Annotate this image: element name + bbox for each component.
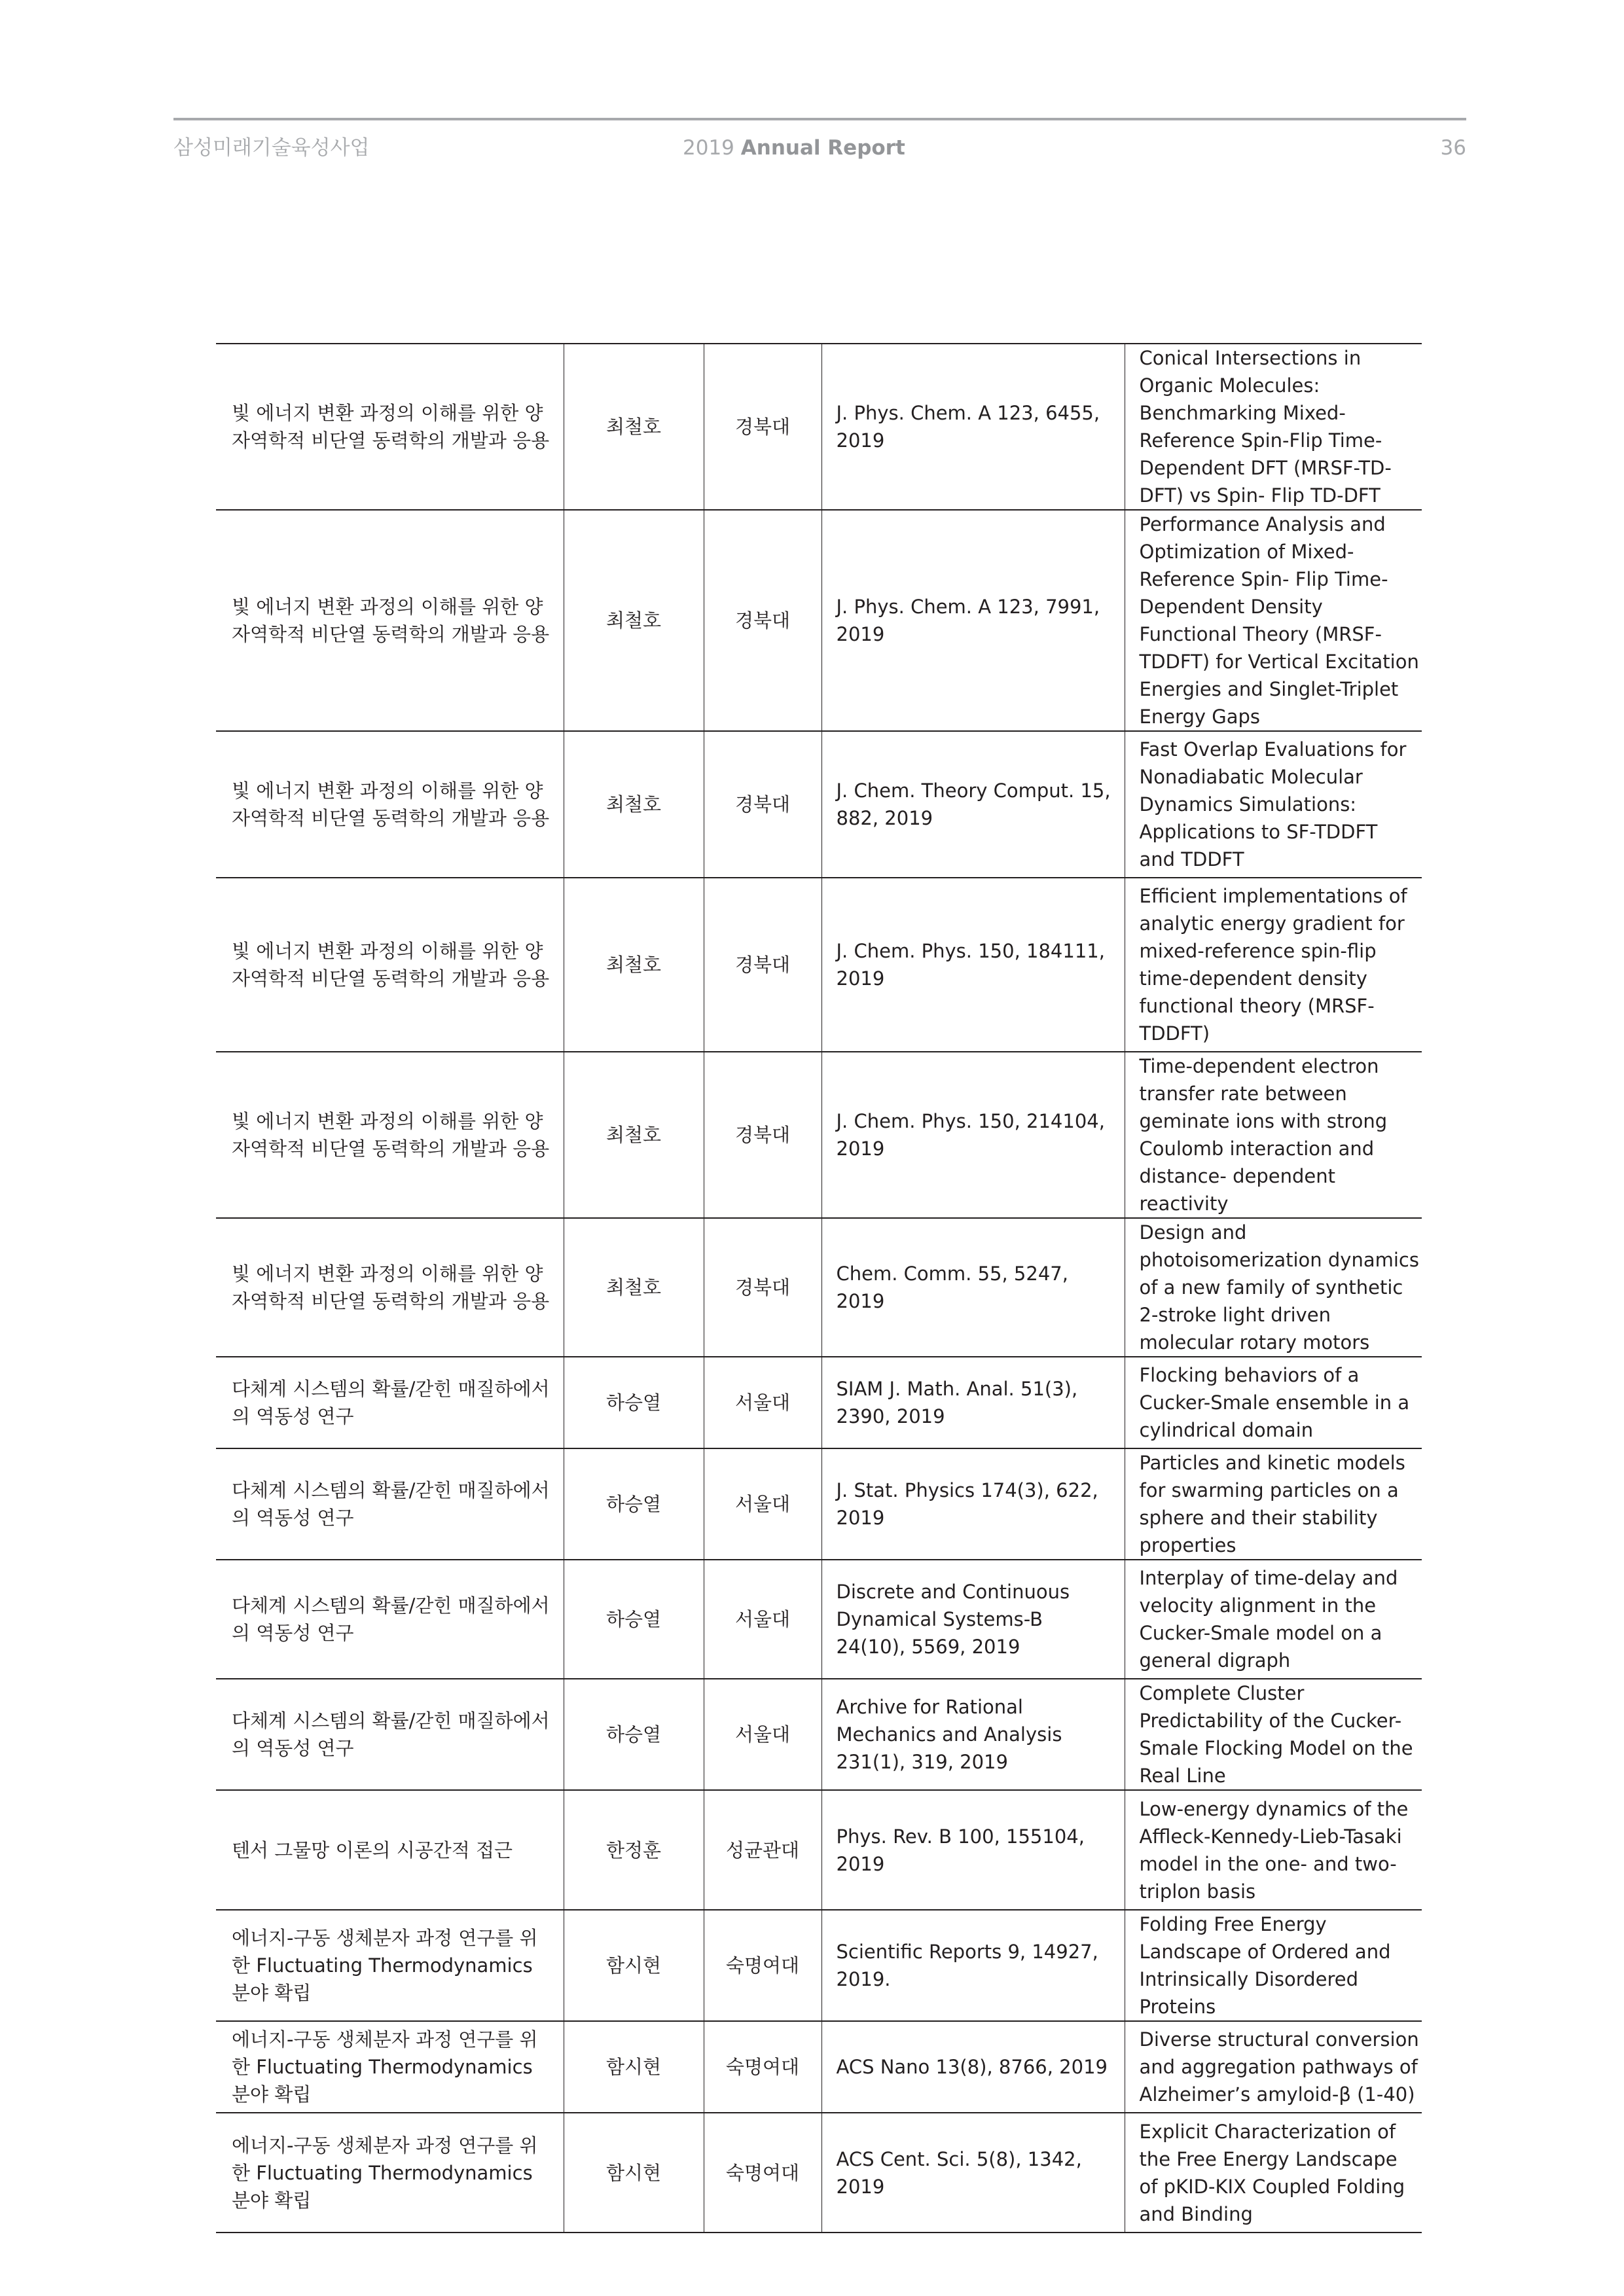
project-cell: 빛 에너지 변환 과정의 이해를 위한 양자역학적 비단열 동력학의 개발과 응용	[216, 731, 564, 878]
paper-title-cell: Complete Cluster Predictability of the Cucker-Smale Flocking Model on the Real Line	[1125, 1679, 1422, 1790]
paper-title-cell: Interplay of time-delay and velocity alignment in the Cucker-Smale model on a general digraph	[1125, 1560, 1422, 1679]
table-row	[216, 344, 1422, 510]
researcher-cell: 함시현	[564, 2113, 704, 2233]
header-report-title	[683, 135, 905, 161]
table-row	[216, 731, 1422, 878]
table-row	[216, 1448, 1422, 1560]
institution-cell: 경북대	[704, 1052, 821, 1218]
researcher-cell: 최철호	[564, 1218, 704, 1357]
researcher-cell: 최철호	[564, 731, 704, 878]
paper-title-cell: Particles and kinetic models for swarming particles on a sphere and their stability properties	[1125, 1448, 1422, 1560]
table-row	[216, 1218, 1422, 1357]
institution-cell: 성균관대	[704, 1790, 821, 1910]
researcher-cell: 하승열	[564, 1357, 704, 1448]
institution-cell: 경북대	[704, 731, 821, 878]
header-rule	[173, 118, 1466, 120]
table-row	[216, 1357, 1422, 1448]
project-cell: 빛 에너지 변환 과정의 이해를 위한 양자역학적 비단열 동력학의 개발과 응용	[216, 878, 564, 1052]
researcher-cell: 함시현	[564, 2021, 704, 2113]
researcher-cell: 최철호	[564, 1052, 704, 1218]
journal-cell: Chem. Comm. 55, 5247, 2019	[821, 1218, 1125, 1357]
project-cell: 텐서 그물망 이론의 시공간적 접근	[216, 1790, 564, 1910]
institution-cell: 경북대	[704, 878, 821, 1052]
paper-title-cell: Flocking behaviors of a Cucker-Smale ensemble in a cylindrical domain	[1125, 1357, 1422, 1448]
table-row	[216, 1560, 1422, 1679]
table-row	[216, 2021, 1422, 2113]
project-cell: 빛 에너지 변환 과정의 이해를 위한 양자역학적 비단열 동력학의 개발과 응용	[216, 510, 564, 731]
project-cell: 다체계 시스템의 확률/갇힌 매질하에서의 역동성 연구	[216, 1357, 564, 1448]
institution-cell: 경북대	[704, 344, 821, 510]
table-row	[216, 1790, 1422, 1910]
institution-cell: 서울대	[704, 1679, 821, 1790]
project-cell: 에너지-구동 생체분자 과정 연구를 위한 Fluctuating Thermodynamics 분야 확립	[216, 1910, 564, 2021]
journal-cell: ACS Cent. Sci. 5(8), 1342, 2019	[821, 2113, 1125, 2233]
project-cell: 에너지-구동 생체분자 과정 연구를 위한 Fluctuating Thermodynamics 분야 확립	[216, 2113, 564, 2233]
journal-cell: SIAM J. Math. Anal. 51(3), 2390, 2019	[821, 1357, 1125, 1448]
paper-title-cell: Folding Free Energy Landscape of Ordered and Intrinsically Disordered Proteins	[1125, 1910, 1422, 2021]
publications-table	[216, 343, 1422, 2233]
paper-title-cell: Conical Intersections in Organic Molecules: Benchmarking Mixed- Reference Spin-Flip Time-Dependent DFT (MRSF-TD-DFT) vs Spin- Flip TD-DFT	[1125, 344, 1422, 510]
table-row	[216, 1910, 1422, 2021]
paper-title-cell: Design and photoisomerization dynamics of a new family of synthetic 2-stroke light driven molecular rotary motors	[1125, 1218, 1422, 1357]
journal-cell: Scientific Reports 9, 14927, 2019.	[821, 1910, 1125, 2021]
paper-title-cell: Performance Analysis and Optimization of Mixed-Reference Spin- Flip Time-Dependent Density Functional Theory (MRSF-TDDFT) for Vertical Excitation Energies and Singlet-Triplet Energy Gaps	[1125, 510, 1422, 731]
researcher-cell: 함시현	[564, 1910, 704, 2021]
project-cell: 다체계 시스템의 확률/갇힌 매질하에서의 역동성 연구	[216, 1560, 564, 1679]
researcher-cell: 한정훈	[564, 1790, 704, 1910]
table-row	[216, 1052, 1422, 1218]
researcher-cell: 하승열	[564, 1448, 704, 1560]
page-number: 36	[1440, 136, 1466, 160]
project-cell: 빛 에너지 변환 과정의 이해를 위한 양자역학적 비단열 동력학의 개발과 응용	[216, 1218, 564, 1357]
table-row	[216, 510, 1422, 731]
project-cell: 빛 에너지 변환 과정의 이해를 위한 양자역학적 비단열 동력학의 개발과 응용	[216, 344, 564, 510]
institution-cell: 서울대	[704, 1357, 821, 1448]
journal-cell: Phys. Rev. B 100, 155104, 2019	[821, 1790, 1125, 1910]
project-cell: 에너지-구동 생체분자 과정 연구를 위한 Fluctuating Thermodynamics 분야 확립	[216, 2021, 564, 2113]
paper-title-cell: Explicit Characterization of the Free Energy Landscape of pKID-KIX Coupled Folding and Binding	[1125, 2113, 1422, 2233]
institution-cell: 숙명여대	[704, 1910, 821, 2021]
researcher-cell: 하승열	[564, 1560, 704, 1679]
project-cell: 다체계 시스템의 확률/갇힌 매질하에서의 역동성 연구	[216, 1679, 564, 1790]
institution-cell: 숙명여대	[704, 2113, 821, 2233]
researcher-cell: 최철호	[564, 510, 704, 731]
journal-cell: J. Phys. Chem. A 123, 6455, 2019	[821, 344, 1125, 510]
paper-title-cell: Low-energy dynamics of the Affleck-Kennedy-Lieb-Tasaki model in the one- and two-triplon basis	[1125, 1790, 1422, 1910]
researcher-cell: 하승열	[564, 1679, 704, 1790]
paper-title-cell: Efficient implementations of analytic energy gradient for mixed-reference spin-flip time-dependent density functional theory (MRSF-TDDFT)	[1125, 878, 1422, 1052]
project-cell: 빛 에너지 변환 과정의 이해를 위한 양자역학적 비단열 동력학의 개발과 응용	[216, 1052, 564, 1218]
paper-title-cell: Time-dependent electron transfer rate between geminate ions with strong Coulomb interaction and distance- dependent reactivity	[1125, 1052, 1422, 1218]
journal-cell: Archive for Rational Mechanics and Analysis 231(1), 319, 2019	[821, 1679, 1125, 1790]
table-row	[216, 878, 1422, 1052]
header-report-label: Annual Report	[740, 136, 905, 160]
researcher-cell: 최철호	[564, 878, 704, 1052]
journal-cell: J. Phys. Chem. A 123, 7991, 2019	[821, 510, 1125, 731]
journal-cell: Discrete and Continuous Dynamical Systems-B 24(10), 5569, 2019	[821, 1560, 1125, 1679]
journal-cell: J. Chem. Phys. 150, 214104, 2019	[821, 1052, 1125, 1218]
paper-title-cell: Fast Overlap Evaluations for Nonadiabatic Molecular Dynamics Simulations: Applications to SF-TDDFT and TDDFT	[1125, 731, 1422, 878]
journal-cell: J. Chem. Phys. 150, 184111, 2019	[821, 878, 1125, 1052]
institution-cell: 경북대	[704, 510, 821, 731]
institution-cell: 서울대	[704, 1448, 821, 1560]
header-org-name: 삼성미래기술육성사업	[173, 136, 370, 160]
institution-cell: 숙명여대	[704, 2021, 821, 2113]
institution-cell: 경북대	[704, 1218, 821, 1357]
journal-cell: J. Chem. Theory Comput. 15, 882, 2019	[821, 731, 1125, 878]
journal-cell: ACS Nano 13(8), 8766, 2019	[821, 2021, 1125, 2113]
paper-title-cell: Diverse structural conversion and aggregation pathways of Alzheimer’s amyloid-β (1-40)	[1125, 2021, 1422, 2113]
institution-cell: 서울대	[704, 1560, 821, 1679]
project-cell: 다체계 시스템의 확률/갇힌 매질하에서의 역동성 연구	[216, 1448, 564, 1560]
table-row	[216, 2113, 1422, 2233]
header-year: 2019	[683, 136, 734, 160]
journal-cell: J. Stat. Physics 174(3), 622, 2019	[821, 1448, 1125, 1560]
table-row	[216, 1679, 1422, 1790]
researcher-cell: 최철호	[564, 344, 704, 510]
